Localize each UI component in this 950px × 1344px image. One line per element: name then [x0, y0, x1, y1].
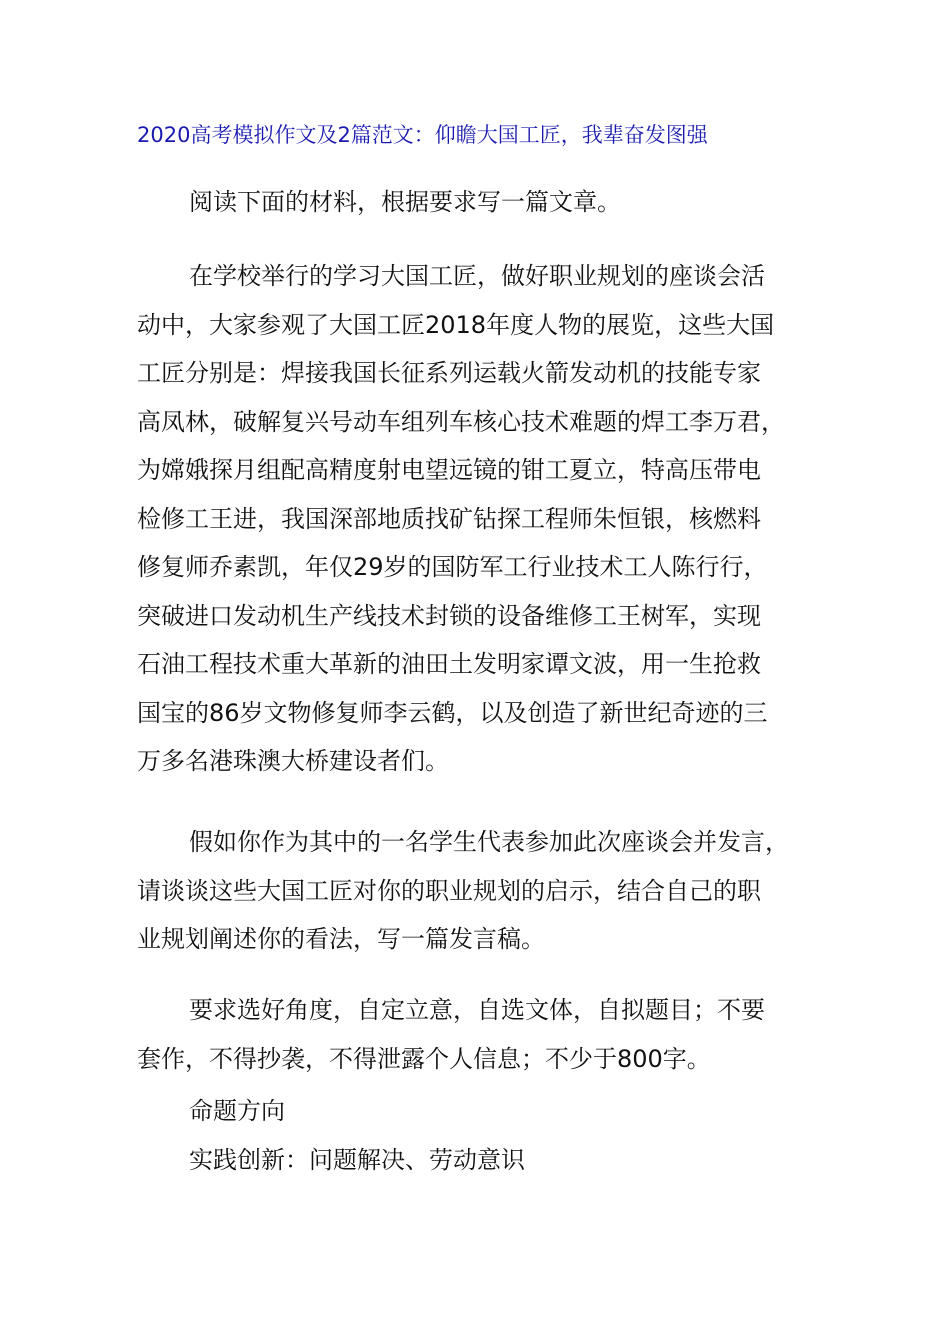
practice-paragraph [137, 1136, 827, 1185]
direction-heading-text: 命题方向 [189, 1097, 285, 1125]
material-line: 工匠分别是：焊接我国长征系列运载火箭发动机的技能专家 [137, 359, 761, 387]
material-line: 国宝的86岁文物修复师李云鹤，以及创造了新世纪奇迹的三 [137, 698, 768, 727]
task-line: 业规划阐述你的看法，写一篇发言稿。 [137, 925, 545, 953]
requirement-paragraph [137, 986, 827, 1083]
material-line: 万多名港珠澳大桥建设者们。 [137, 747, 449, 775]
intro-paragraph [137, 178, 827, 227]
material-line: 为嫦娥探月组配高精度射电望远镜的钳工夏立，特高压带电 [137, 456, 761, 484]
document-title: 2020高考模拟作文及2篇范文：仰瞻大国工匠，我辈奋发图强 [137, 123, 708, 147]
requirement-line: 要求选好角度，自定立意，自选文体，自拟题目；不要 [189, 996, 765, 1024]
requirement-line: 套作，不得抄袭，不得泄露个人信息；不少于800字。 [137, 1044, 711, 1073]
task-line: 假如你作为其中的一名学生代表参加此次座谈会并发言， [189, 828, 789, 856]
material-line: 高凤林，破解复兴号动车组列车核心技术难题的焊工李万君， [137, 407, 785, 436]
practice-line: 实践创新：问题解决、劳动意识 [189, 1146, 525, 1174]
material-line: 在学校举行的学习大国工匠，做好职业规划的座谈会活 [189, 262, 765, 290]
direction-heading [137, 1087, 827, 1136]
material-line: 检修工王进，我国深部地质找矿钻探工程师朱恒银，核燃料 [137, 504, 761, 533]
material-line: 突破进口发动机生产线技术封锁的设备维修工王树军，实现 [137, 601, 761, 630]
material-line: 动中，大家参观了大国工匠2018年度人物的展览，这些大国 [137, 310, 775, 339]
material-paragraph [137, 252, 827, 786]
task-paragraph [137, 818, 827, 964]
task-line: 请谈谈这些大国工匠对你的职业规划的启示，结合自己的职 [137, 876, 761, 905]
material-line: 修复师乔素凯，年仅29岁的国防军工行业技术工人陈行行， [137, 553, 768, 581]
material-line: 石油工程技术重大革新的油田土发明家谭文波，用一生抢救 [137, 650, 761, 678]
intro-line: 阅读下面的材料，根据要求写一篇文章。 [189, 188, 621, 216]
